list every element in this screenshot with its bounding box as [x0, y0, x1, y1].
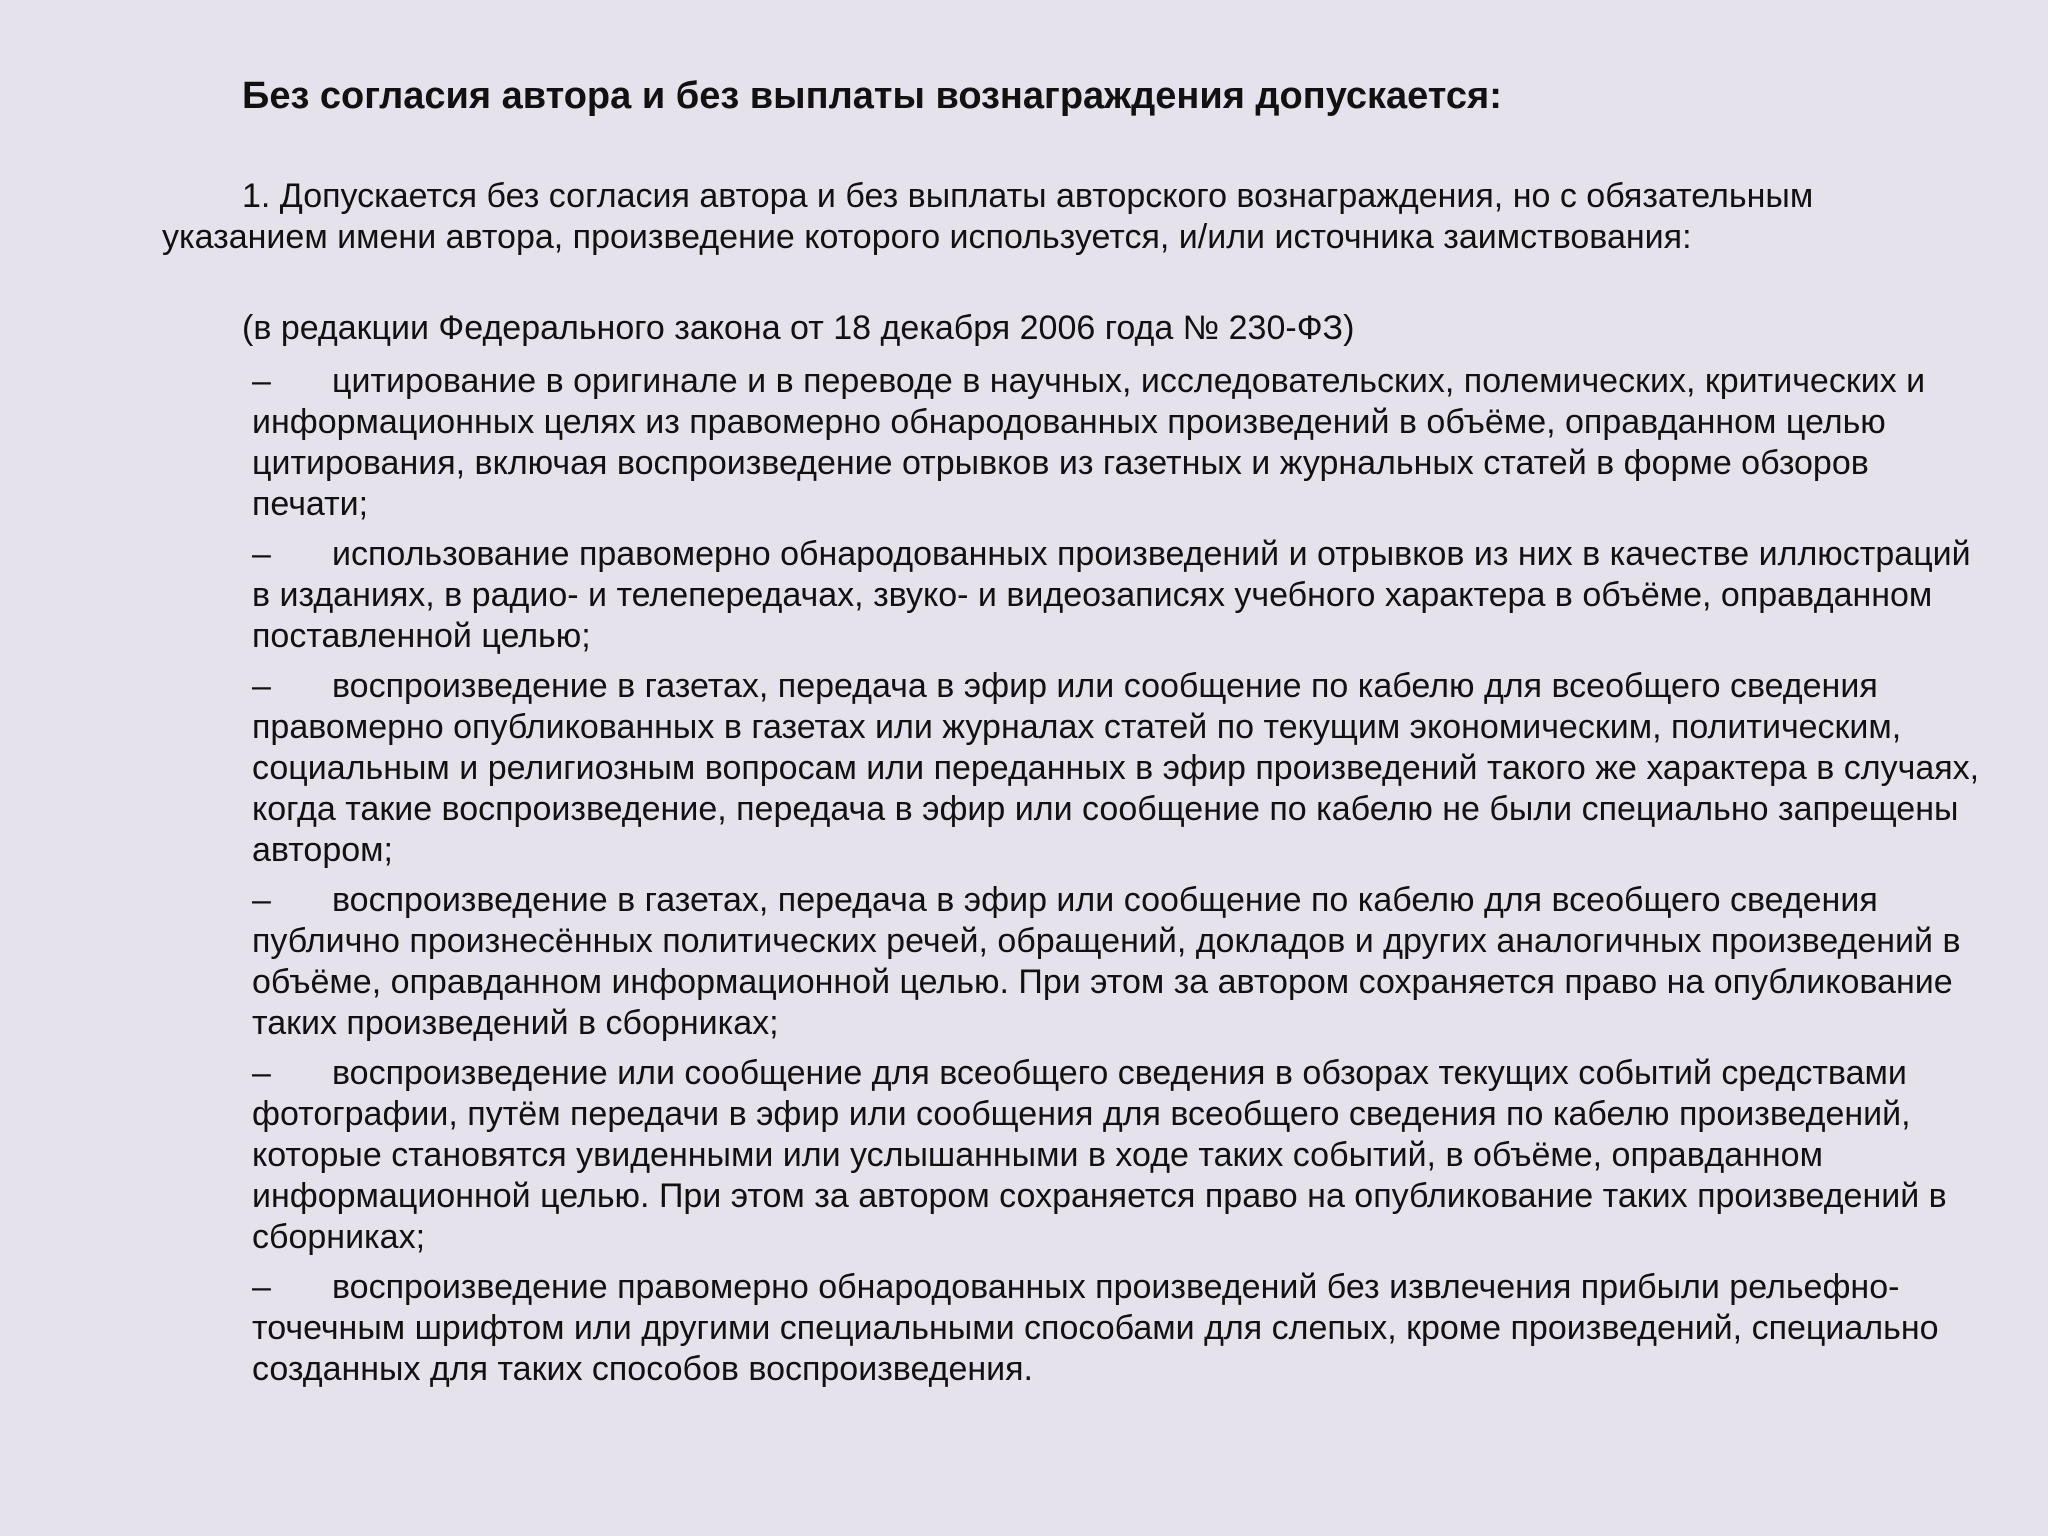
dash-bullet: –	[252, 1054, 271, 1092]
list-item-text: использование правомерно обнародованных произведений и отрывков из них в качестве иллюстраций в изданиях, в радио- и телепередачах, звуко- и видеозаписях учебного характера в объёме, оправданном поставленной целью;	[252, 535, 1971, 655]
list-item-text: воспроизведение правомерно обнародованных произведений без извлечения прибыли рельефно-точечным шрифтом или другими специальными способами для слепых, кроме произведений, специально созданных для таких способов воспроизведения.	[252, 1268, 1939, 1388]
intro-paragraph: 1. Допускается без согласия автора и без выплаты авторского вознаграждения, но с обязательным указанием имени автора, произведение которого используется, и/или источника заимствования:	[162, 177, 1814, 256]
list-item-text: воспроизведение или сообщение для всеобщего сведения в обзорах текущих событий средствами фотографии, путём передачи в эфир или сообщения для всеобщего сведения по кабелю произведений, которые становятся увиденными или услышанными в ходе таких событий, в объёме, оправданном информационной целью. При этом за автором сохраняется право на опубликование таких произведений в сборниках;	[252, 1054, 1947, 1256]
list-item	[252, 1267, 1982, 1390]
list-item-text: воспроизведение в газетах, передача в эфир или сообщение по кабелю для всеобщего сведения публично произнесённых политических речей, обращений, докладов и других аналогичных произведений в объёме, оправданном информационной целью. При этом за автором сохраняется право на опубликование таких произведений в сборниках;	[252, 881, 1961, 1042]
list-item-text: воспроизведение в газетах, передача в эфир или сообщение по кабелю для всеобщего сведения правомерно опубликованных в газетах или журналах статей по текущим экономическим, политическим, социальным и религиозным вопросам или переданных в эфир произведений такого же характера в случаях, когда такие воспроизведение, передача в эфир или сообщение по кабелю не были специально запрещены автором;	[252, 667, 1980, 869]
list-item	[252, 534, 1982, 657]
list-item	[252, 666, 1982, 871]
list-item	[252, 1053, 1982, 1258]
list-item	[252, 361, 1982, 525]
dash-bullet: –	[252, 362, 271, 400]
slide-heading: Без согласия автора и без выплаты вознаграждения допускается:	[242, 75, 1502, 117]
dash-bullet: –	[252, 1268, 271, 1306]
bullet-list	[252, 361, 1982, 1399]
dash-bullet: –	[252, 667, 271, 705]
list-item	[252, 880, 1982, 1044]
list-item-text: цитирование в оригинале и в переводе в научных, исследовательских, полемических, критических и информационных целях из правомерно обнародованных произведений в объёме, оправданном целью цитирования, включая воспроизведение отрывков из газетных и журнальных статей в форме обзоров печати;	[252, 362, 1926, 523]
edition-note: (в редакции Федерального закона от 18 декабря 2006 года № 230-ФЗ)	[242, 309, 1355, 347]
dash-bullet: –	[252, 535, 271, 573]
dash-bullet: –	[252, 881, 271, 919]
